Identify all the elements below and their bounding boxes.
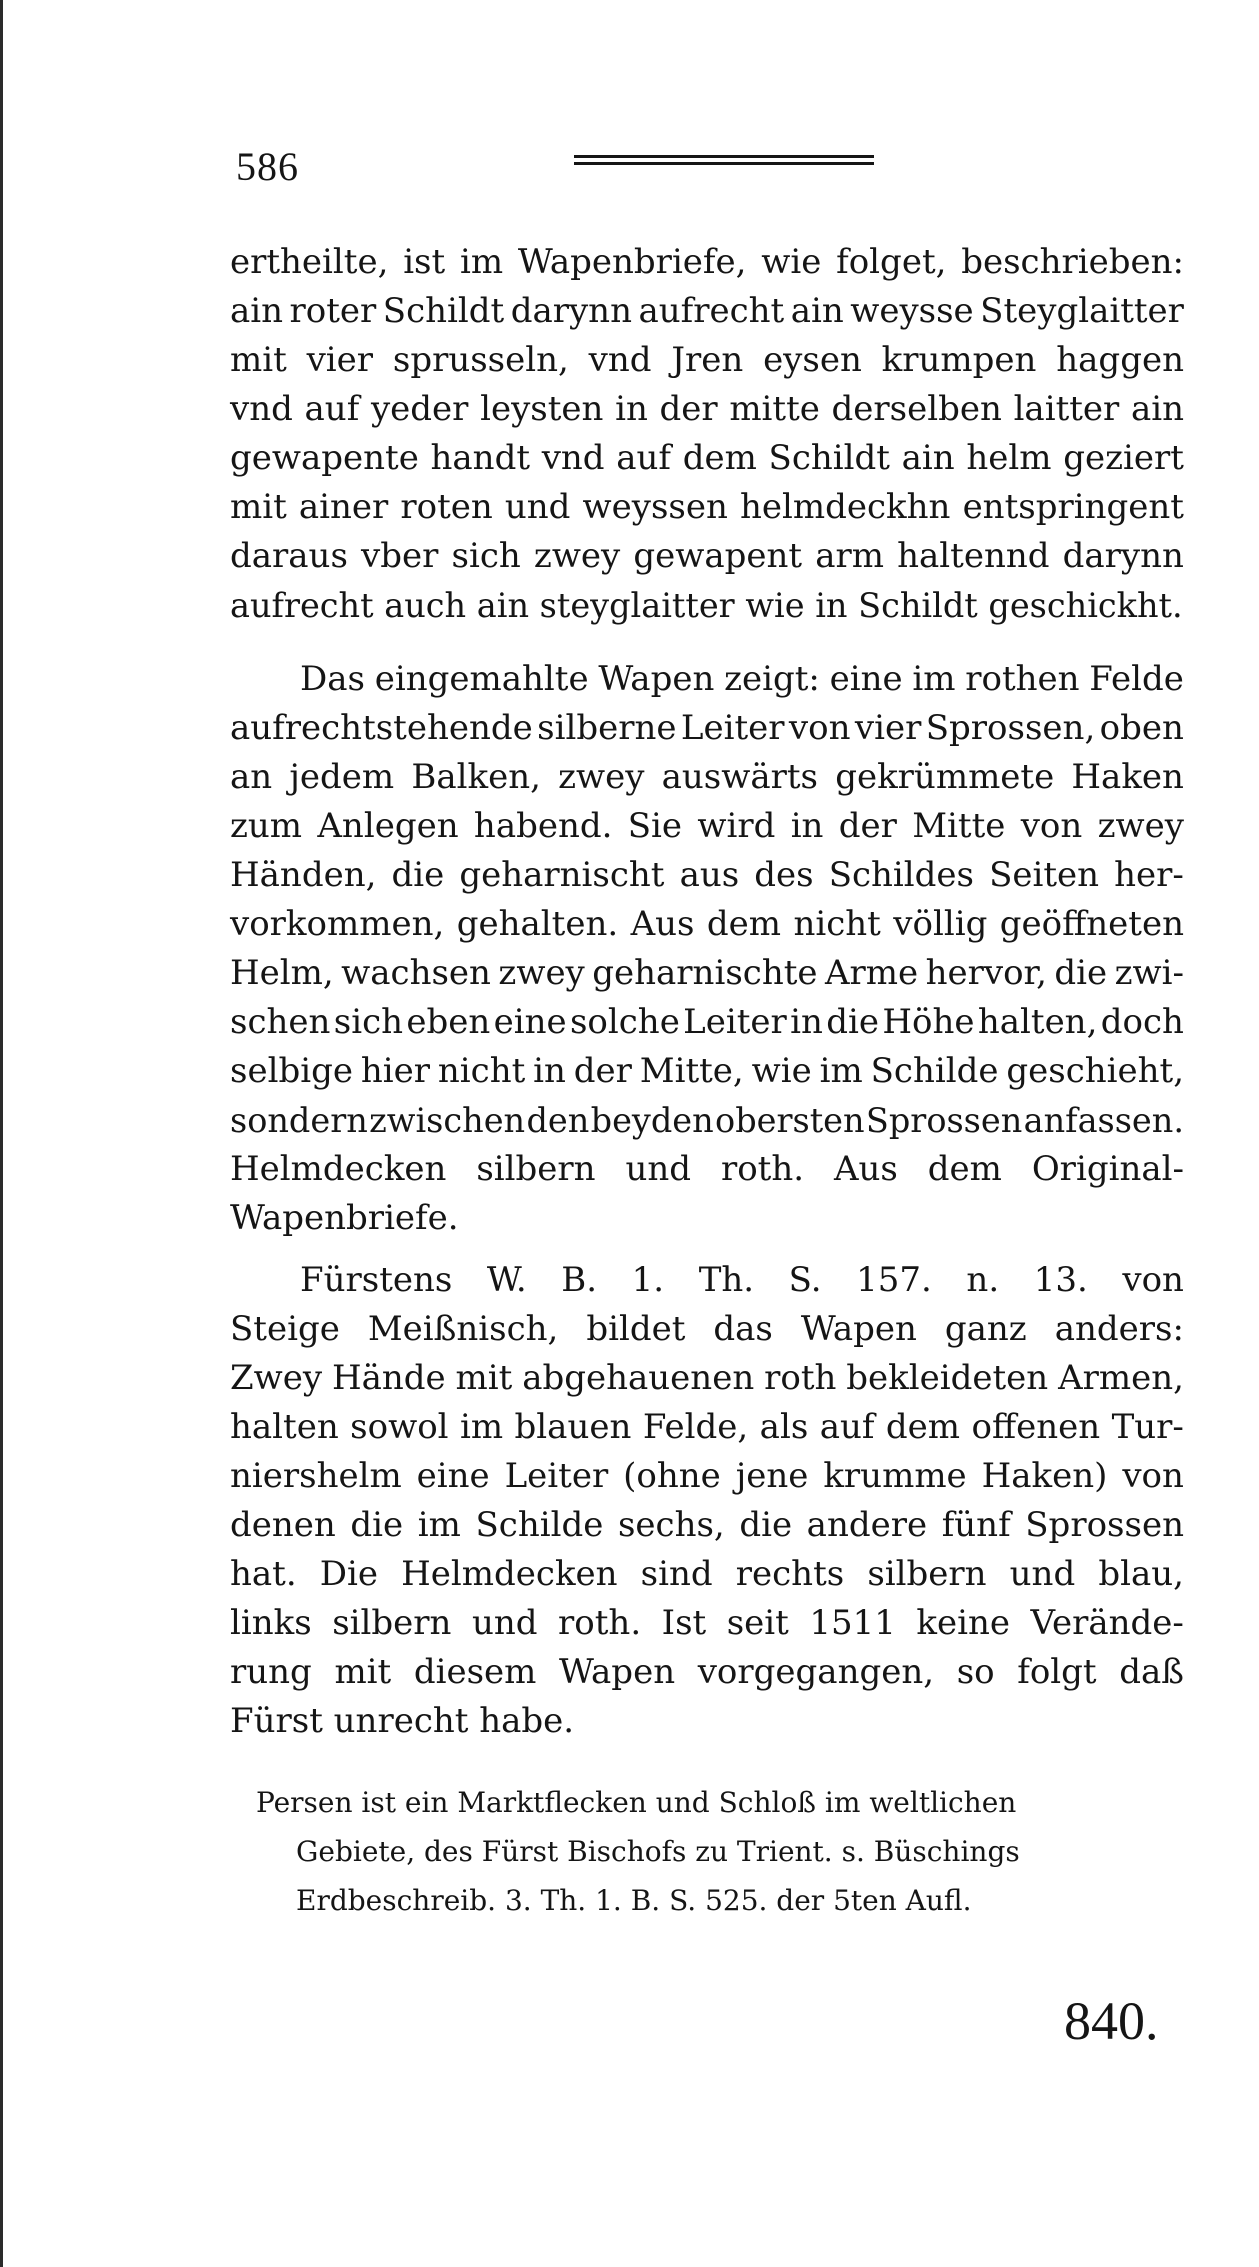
text-line: an jedem Balken, zwey auswärts gekrümmete Haken [230, 757, 1184, 797]
text-line: Wapenbriefe. [230, 1198, 459, 1238]
text-line: vnd auf yeder leysten in der mitte derselben laitter ain [230, 389, 1184, 429]
text-line: Das eingemahlte Wapen zeigt: eine im rothen Felde [300, 659, 1184, 699]
text-line: rung mit diesem Wapen vorgegangen, so folgt daß [230, 1652, 1184, 1692]
text-line: links silbern und roth. Ist seit 1511 keine Verände- [230, 1603, 1184, 1643]
text-line: gewapente handt vnd auf dem Schildt ain helm geziert [230, 438, 1184, 478]
header-rule [574, 155, 874, 171]
footnote [256, 1778, 1184, 1925]
text-line: Helm, wachsen zwey geharnischte Arme hervor, die zwi- [230, 953, 1184, 993]
footnote-line: Persen ist ein Marktflecken und Schloß im weltlichen [256, 1786, 1017, 1819]
paragraph-quote [230, 238, 1184, 630]
paragraph-description [230, 655, 1184, 1243]
page-edge [0, 0, 3, 2267]
text-line: Steige Meißnisch, bildet das Wapen ganz anders: [230, 1309, 1184, 1349]
text-line: aufrechtstehende silberne Leiter von vier Sprossen, oben [230, 708, 1184, 748]
text-line: Fürst unrecht habe. [230, 1701, 575, 1741]
text-line: ertheilte, ist im Wapenbriefe, wie folget, beschrieben: [230, 242, 1184, 282]
text-line: aufrecht auch ain steyglaitter wie in Schildt geschickht. [230, 586, 1183, 625]
text-line: daraus vber sich zwey gewapent arm haltennd darynn [230, 536, 1184, 576]
text-line: niershelm eine Leiter (ohne jene krumme Haken) von [230, 1456, 1184, 1496]
footnote-line: Gebiete, des Fürst Bischofs zu Trient. s. Büschings [296, 1835, 1020, 1868]
catchword: 840. [1064, 1991, 1159, 2051]
text-line: denen die im Schilde sechs, die andere fünf Sprossen [230, 1505, 1184, 1545]
page-number: 586 [236, 144, 299, 189]
text-line: Helmdecken silbern und roth. Aus dem Original- [230, 1149, 1184, 1189]
footnote-line: Erdbeschreib. 3. Th. 1. B. S. 525. der 5ten Aufl. [296, 1884, 972, 1917]
text-line: Fürstens W. B. 1. Th. S. 157. n. 13. von [300, 1260, 1184, 1300]
text-line: ain roter Schildt darynn aufrecht ain weysse Steyglaitter [230, 291, 1184, 331]
text-line: selbige hier nicht in der Mitte, wie im Schilde geschieht, [230, 1051, 1184, 1091]
text-line: mit vier sprusseln, vnd Jren eysen krumpen haggen [230, 340, 1184, 380]
text-line: vorkommen, gehalten. Aus dem nicht völlig geöffneten [230, 904, 1184, 944]
text-line: mit ainer roten und weyssen helmdeckhn entspringent [230, 487, 1184, 527]
text-line: sondern zwischen den beyden obersten Sprossen anfassen. [230, 1101, 1184, 1140]
text-line: hat. Die Helmdecken sind rechts silbern und blau, [230, 1554, 1184, 1594]
text-line: halten sowol im blauen Felde, als auf dem offenen Tur- [230, 1407, 1184, 1447]
text-line: Händen, die geharnischt aus des Schildes Seiten her- [230, 855, 1184, 895]
text-line: Zwey Hände mit abgehauenen roth bekleideten Armen, [230, 1358, 1184, 1398]
paragraph-fuerstens [230, 1256, 1184, 1746]
text-line: schen sich eben eine solche Leiter in die Höhe halten, doch [230, 1002, 1184, 1042]
text-line: zum Anlegen habend. Sie wird in der Mitte von zwey [230, 806, 1184, 846]
